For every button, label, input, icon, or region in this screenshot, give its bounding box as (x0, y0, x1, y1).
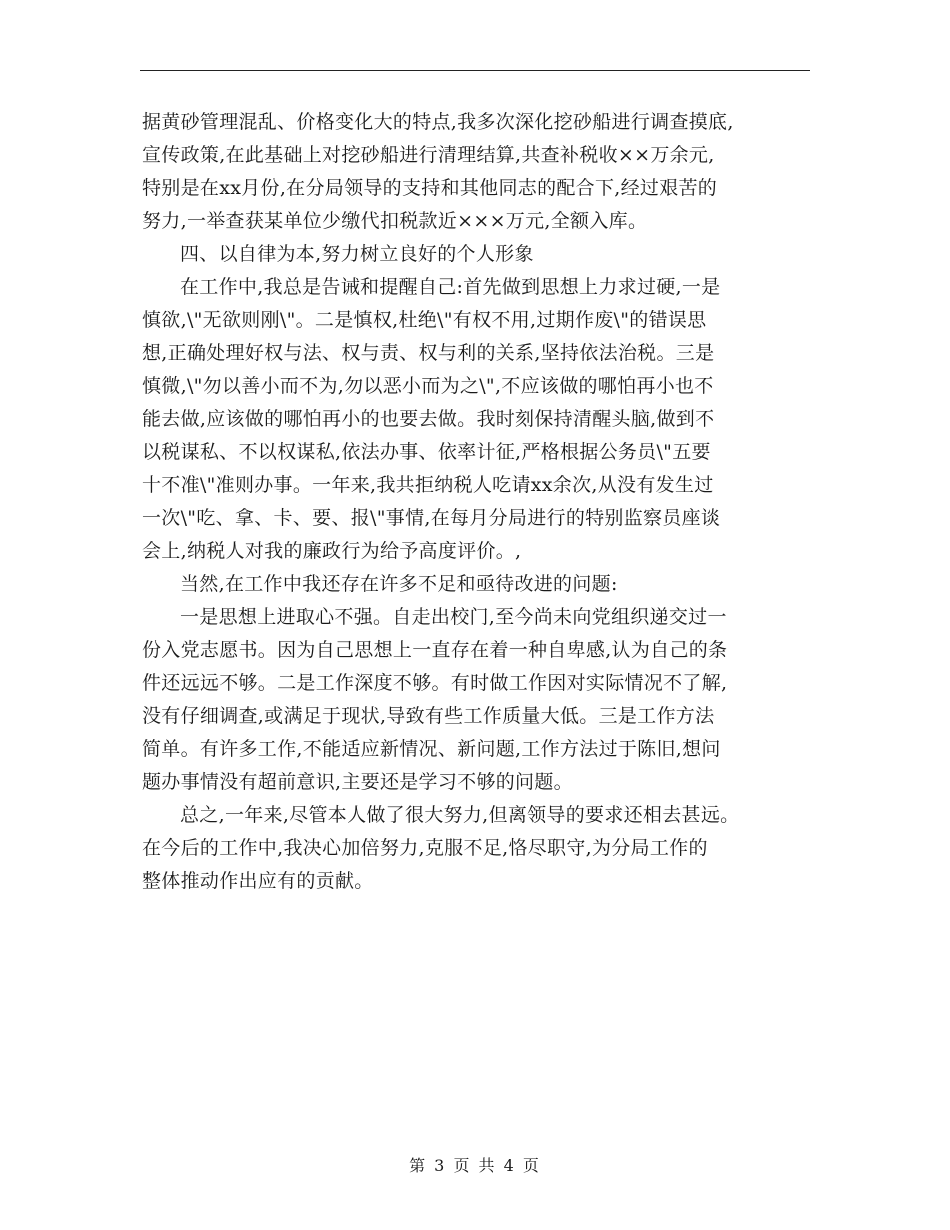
text-line: 想,正确处理好权与法、权与责、权与利的关系,坚持依法治税。三是 (142, 342, 715, 364)
text-line: 慎微,\"勿以善小而不为,勿以恶小而为之\",不应该做的哪怕再小也不 (142, 375, 714, 397)
text-line: 特别是在xx月份,在分局领导的支持和其他同志的配合下,经过艰苦的 (142, 177, 718, 199)
header-rule (140, 70, 810, 71)
text-line: 宣传政策,在此基础上对挖砂船进行清理结算,共查补税收××万余元, (142, 144, 715, 166)
text-line: 总之,一年来,尽管本人做了很大努力,但离领导的要求还相去甚远。 (180, 804, 740, 826)
text-line: 整体推动作出应有的贡献。 (142, 870, 374, 892)
text-line: 一是思想上进取心不强。自走出校门,至今尚未向党组织递交过一 (180, 606, 727, 628)
text-line: 件还远远不够。二是工作深度不够。有时做工作因对实际情况不了解, (142, 672, 728, 694)
text-line: 简单。有许多工作,不能适应新情况、新问题,工作方法过于陈旧,想问 (142, 738, 721, 760)
text-line: 以税谋私、不以权谋私,依法办事、依率计征,严格根据公务员\"五要 (142, 441, 711, 463)
text-line: 当然,在工作中我还存在许多不足和亟待改进的问题: (180, 573, 618, 595)
text-line: 在今后的工作中,我决心加倍努力,克服不足,恪尽职守,为分局工作的 (142, 837, 708, 859)
text-line: 十不准\"准则办事。一年来,我共拒纳税人吃请xx余次,从没有发生过 (142, 474, 714, 496)
document-body (142, 106, 814, 898)
text-line: 一次\"吃、拿、卡、要、报\"事情,在每月分局进行的特别监察员座谈 (142, 507, 721, 529)
text-line: 没有仔细调查,或满足于现状,导致有些工作质量大低。三是工作方法 (142, 705, 715, 727)
text-line: 能去做,应该做的哪怕再小的也要去做。我时刻保持清醒头脑,做到不 (142, 408, 715, 430)
text-line: 在工作中,我总是告诫和提醒自己:首先做到思想上力求过硬,一是 (180, 276, 721, 298)
text-line: 慎欲,\"无欲则刚\"。二是慎权,杜绝\"有权不用,过期作废\"的错误思 (142, 309, 707, 331)
text-line: 会上,纳税人对我的廉政行为给予高度评价。, (142, 540, 522, 562)
text-line: 份入党志愿书。因为自己思想上一直存在着一种自卑感,认为自己的条 (142, 639, 728, 661)
text-line: 题办事情没有超前意识,主要还是学习不够的问题。 (142, 771, 573, 793)
page-number: 第 3 页 共 4 页 (409, 1156, 541, 1175)
text-line: 努力,一举查获某单位少缴代扣税款近×××万元,全额入库。 (142, 210, 648, 232)
text-line: 据黄砂管理混乱、价格变化大的特点,我多次深化挖砂船进行调查摸底, (142, 111, 734, 133)
text-line: 四、以自律为本,努力树立良好的个人形象 (180, 243, 534, 265)
